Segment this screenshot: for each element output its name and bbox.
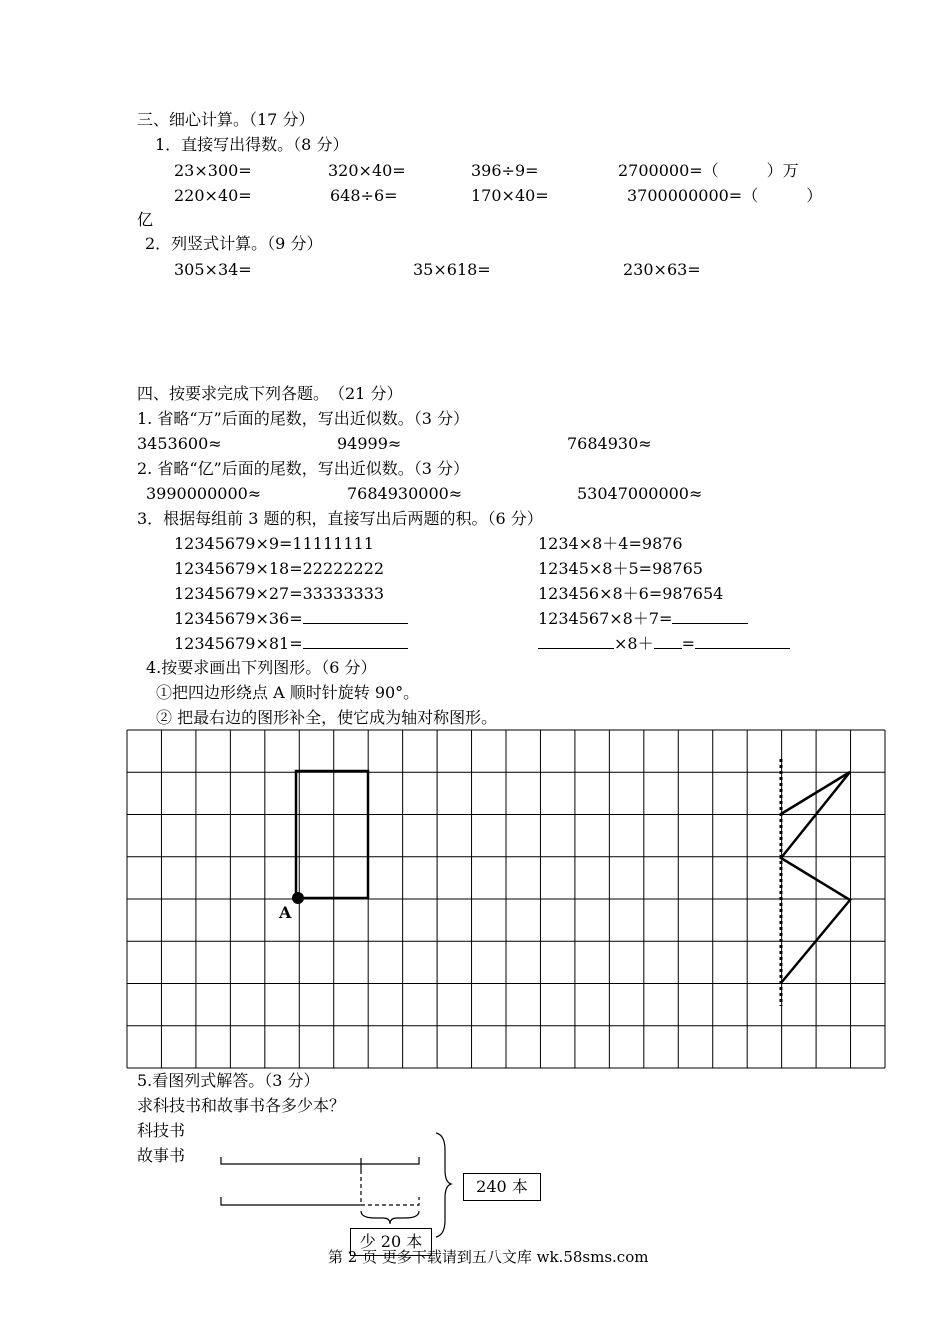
approx-item: 3990000000≈	[146, 484, 262, 503]
q4-step2: ② 把最右边的图形补全，使它成为轴对称图形。	[156, 708, 498, 727]
pattern-item-text: =	[681, 634, 695, 653]
calc-item: 396÷9=	[471, 161, 539, 180]
total-books-box: 240 本	[463, 1173, 541, 1201]
vertical-calc-item: 305×34=	[174, 260, 252, 279]
approx-item: 3453600≈	[137, 434, 222, 453]
approx-item: 7684930000≈	[347, 484, 463, 503]
point-a-label: A	[279, 903, 292, 922]
section4-q4-title: 4.按要求画出下列图形。（6 分）	[146, 658, 377, 677]
pattern-item: 12345679×9=11111111	[174, 534, 374, 553]
calc-item: 23×300=	[174, 161, 252, 180]
difference-box: 少 20 本	[350, 1228, 432, 1256]
wrapped-unit: 亿	[137, 210, 154, 229]
calc-item: 648÷6=	[330, 186, 398, 205]
section4-q3-title: 3．根据每组前 3 题的积，直接写出后两题的积。（6 分）	[137, 509, 543, 528]
label-science-books: 科技书	[137, 1121, 186, 1140]
pattern-item: 123456×8＋6=987654	[538, 584, 724, 603]
pattern-item-text: 12345679×81=	[174, 634, 303, 653]
science-books-bar	[221, 1157, 419, 1164]
section3-q1-title: 1．直接写出得数。（8 分）	[155, 135, 349, 154]
calc-item: 220×40=	[174, 186, 252, 205]
total-brace	[436, 1133, 451, 1237]
pattern-item: 1234×8＋4=9876	[538, 534, 683, 553]
approx-item: 7684930≈	[567, 434, 652, 453]
difference-brace	[361, 1211, 419, 1224]
vertical-calc-item: 35×618=	[413, 260, 491, 279]
section4-q1-title: 1. 省略“万”后面的尾数，写出近似数。（3 分）	[137, 409, 469, 428]
section4-q5-title: 5.看图列式解答。（3 分）	[137, 1071, 320, 1090]
pattern-item: 12345679×18=22222222	[174, 559, 385, 578]
section3-title: 三、细心计算。（17 分）	[137, 110, 315, 129]
section4-q2-title: 2. 省略“亿”后面的尾数，写出近似数。（3 分）	[137, 459, 469, 478]
calc-item: 320×40=	[328, 161, 406, 180]
dashed-difference	[361, 1197, 419, 1205]
approx-item: 53047000000≈	[577, 484, 703, 503]
approx-item: 94999≈	[337, 434, 402, 453]
vertical-calc-item: 230×63=	[623, 260, 701, 279]
calc-item: 170×40=	[471, 186, 549, 205]
calc-item: 2700000=（ ）万	[618, 161, 799, 180]
pattern-item-text: 12345679×36=	[174, 609, 303, 628]
section4-title: 四、按要求完成下列各题。 （21 分）	[137, 384, 403, 403]
pattern-item-text: ×8＋	[614, 634, 654, 653]
pattern-item-text: 1234567×8＋7=	[538, 609, 673, 628]
story-books-bar	[221, 1197, 361, 1205]
q4-step1: ①把四边形绕点 A 顺时针旋转 90°。	[156, 683, 420, 702]
page-footer: 第 2 页 更多下载请到五八文库 wk.58sms.com	[328, 1248, 649, 1266]
pattern-item: 12345679×27=33333333	[174, 584, 385, 603]
calc-item: 3700000000=（ ）	[627, 186, 823, 205]
label-story-books: 故事书	[137, 1146, 186, 1165]
q5-question: 求科技书和故事书各多少本？	[137, 1096, 346, 1115]
section3-q2-title: 2．列竖式计算。（9 分）	[145, 234, 323, 253]
pattern-item: 12345×8＋5=98765	[538, 559, 703, 578]
